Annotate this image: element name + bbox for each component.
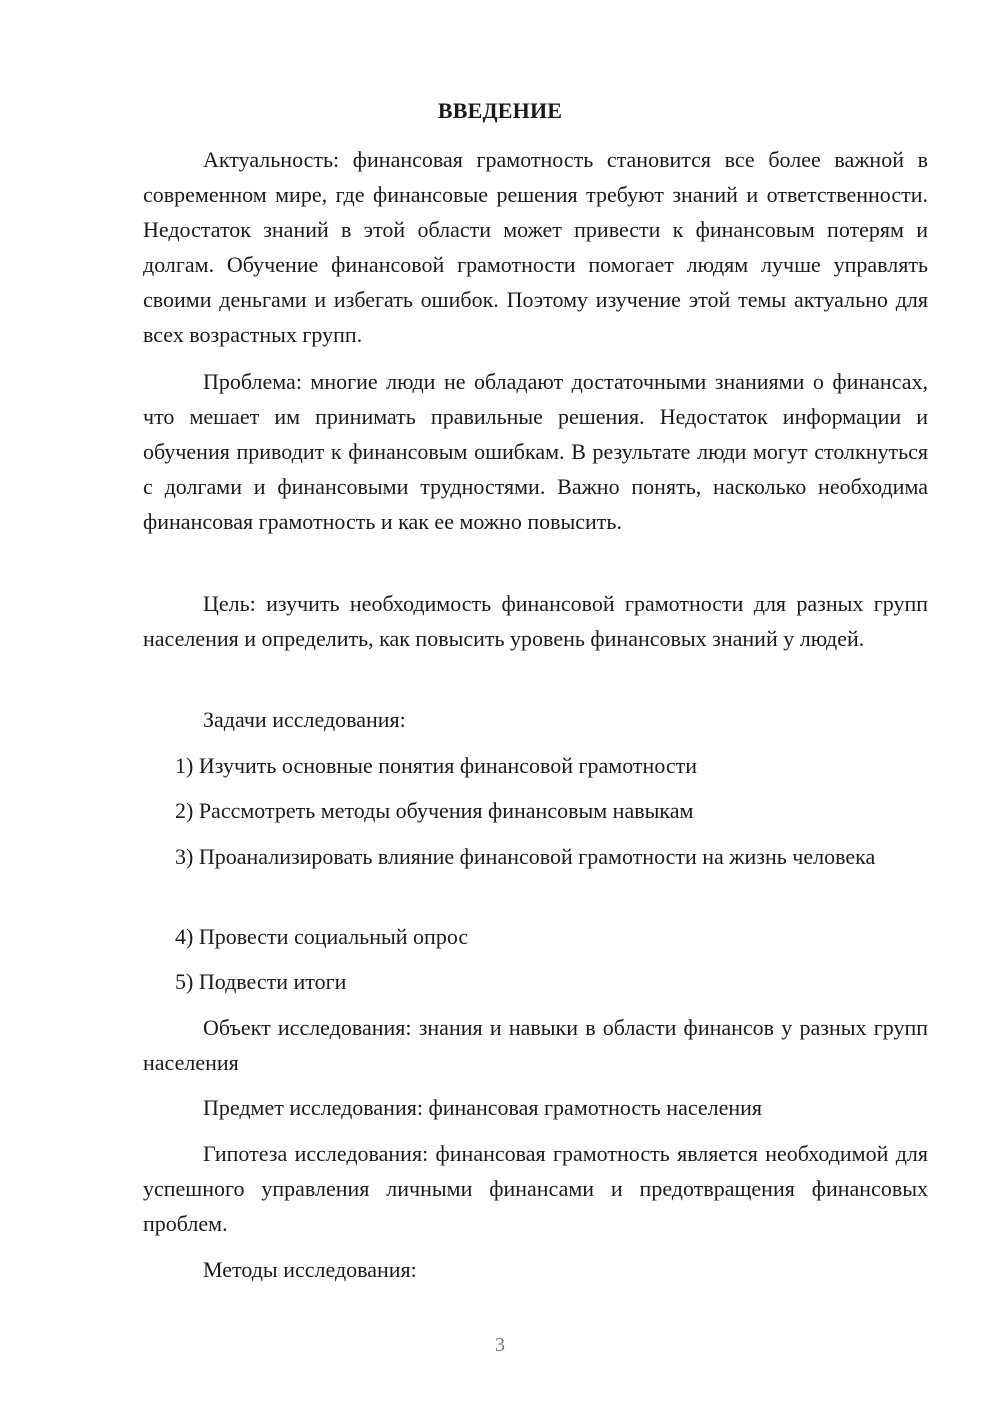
problem-paragraph: Проблема: многие люди не обладают достаточными знаниями о финансах, что мешает им принимать правильные решения. Недостаток информации и обучения приводит к финансовым ошибкам. В результате люди могут столкнуться с долгами и финансовыми трудностями. Важно понять, насколько необходима финансовая грамотность и как ее можно повысить.	[143, 369, 928, 534]
task-item-3: 3) Проанализировать влияние финансовой грамотности на жизнь человека	[175, 844, 876, 869]
subject-paragraph: Предмет исследования: финансовая грамотность населения	[203, 1095, 763, 1120]
goal-paragraph: Цель: изучить необходимость финансовой грамотности для разных групп населения и определить, как повысить уровень финансовых знаний у людей.	[143, 591, 928, 651]
page-number: 3	[495, 1334, 505, 1356]
task-item-2: 2) Рассмотреть методы обучения финансовым навыкам	[175, 798, 694, 823]
task-item-4: 4) Провести социальный опрос	[175, 924, 469, 949]
object-paragraph: Объект исследования: знания и навыки в области финансов у разных групп населения	[143, 1015, 928, 1075]
task-item-5: 5) Подвести итоги	[175, 969, 347, 994]
task-item-1: 1) Изучить основные понятия финансовой грамотности	[175, 753, 698, 778]
section-heading: ВВЕДЕНИЕ	[437, 98, 563, 123]
hypothesis-paragraph: Гипотеза исследования: финансовая грамотность является необходимой для успешного управления личными финансами и предотвращения финансовых проблем.	[143, 1141, 928, 1236]
tasks-heading: Задачи исследования:	[203, 707, 406, 732]
relevance-paragraph: Актуальность: финансовая грамотность становится все более важной в современном мире, где финансовые решения требуют знаний и ответственности. Недостаток знаний в этой области может привести к финансовым потерям и долгам. Обучение финансовой грамотности помогает людям лучше управлять своими деньгами и избегать ошибок. Поэтому изучение этой темы актуально для всех возрастных групп.	[143, 147, 928, 347]
methods-heading: Методы исследования:	[203, 1257, 417, 1282]
